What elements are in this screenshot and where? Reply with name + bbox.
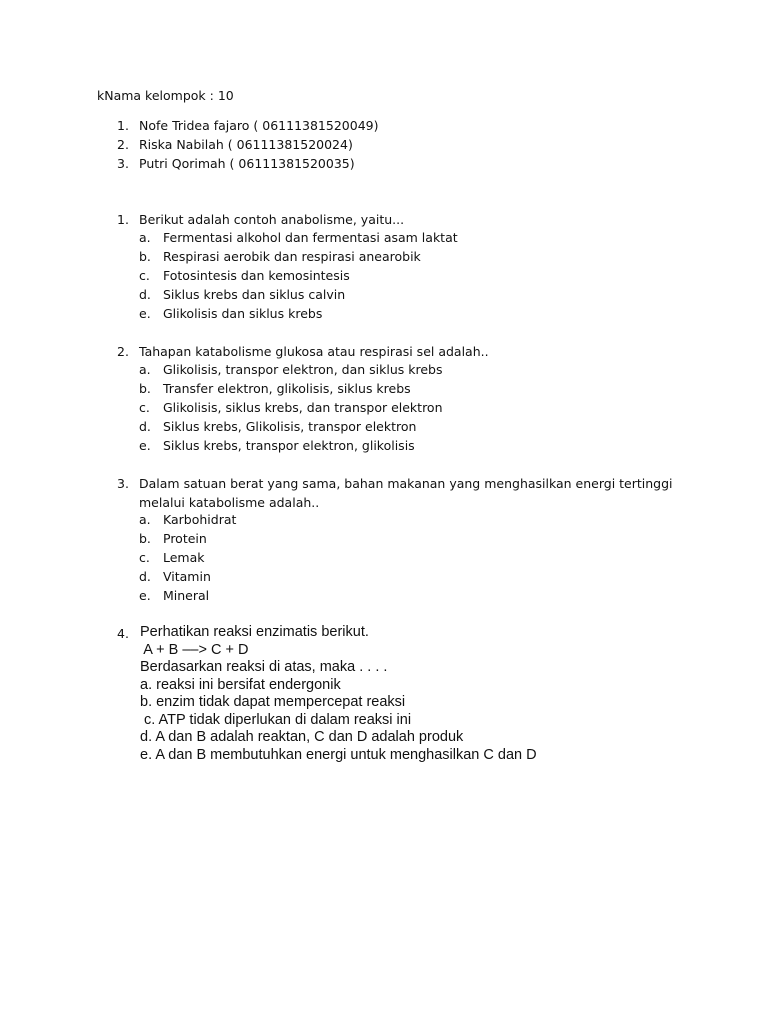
option-letter: d.	[139, 569, 151, 584]
option-letter: c.	[139, 267, 150, 283]
question-number: 4.	[117, 626, 129, 641]
option-item	[117, 419, 677, 438]
question-1	[117, 211, 677, 325]
option-letter: e.	[139, 305, 151, 321]
question-text: Perhatikan reaksi enzimatis berikut.	[140, 624, 369, 640]
question-number: 2.	[117, 344, 129, 359]
option-item	[117, 306, 677, 325]
option-text: Vitamin	[163, 569, 211, 584]
option-text: Glikolisis, siklus krebs, dan transpor elektron	[163, 399, 443, 415]
question-text: Dalam satuan berat yang sama, bahan makanan yang menghasilkan energi tertinggi melalui katabolisme adalah..	[139, 476, 673, 510]
option-item	[117, 381, 677, 400]
option-text: Glikolisis dan siklus krebs	[163, 305, 323, 321]
option-item: c. ATP tidak diperlukan di dalam reaksi ini	[140, 711, 412, 728]
option-letter: d.	[139, 286, 151, 302]
option-letter: b.	[139, 531, 151, 546]
option-item	[117, 550, 677, 569]
option-item	[117, 588, 677, 607]
member-name: Nofe Tridea fajaro ( 06111381520049)	[139, 118, 379, 133]
option-item	[117, 438, 677, 457]
option-letter: a.	[139, 361, 151, 377]
option-letter: e.	[139, 437, 151, 453]
option-letter: a.	[139, 229, 151, 245]
option-item	[117, 531, 677, 550]
option-item	[117, 362, 677, 381]
option-text: Siklus krebs dan siklus calvin	[163, 286, 346, 302]
option-letter: d.	[139, 418, 151, 434]
question-number: 1.	[117, 212, 129, 227]
question-4-body	[140, 624, 537, 764]
option-item	[117, 512, 677, 531]
question-text: Tahapan katabolisme glukosa atau respirasi sel adalah..	[139, 344, 489, 359]
option-item	[117, 400, 677, 419]
option-text: Fotosintesis dan kemosintesis	[163, 267, 350, 283]
group-title: kNama kelompok : 10	[97, 88, 234, 103]
option-item	[117, 249, 677, 268]
member-name: Riska Nabilah ( 06111381520024)	[139, 137, 353, 152]
option-text: Respirasi aerobik dan respirasi anearobik	[163, 248, 421, 264]
question-2	[117, 343, 677, 457]
member-number: 2.	[117, 137, 129, 152]
option-item: a. reaksi ini bersifat endergonik	[140, 676, 341, 693]
option-text: Glikolisis, transpor elektron, dan siklus krebs	[163, 361, 443, 377]
option-text: Fermentasi alkohol dan fermentasi asam laktat	[163, 229, 458, 245]
reaction-equation: A + B ––> C + D	[140, 641, 249, 658]
option-letter: e.	[139, 588, 151, 603]
option-letter: b.	[139, 380, 151, 396]
option-item: b. enzim tidak dapat mempercepat reaksi	[140, 694, 406, 710]
option-letter: b.	[139, 248, 151, 264]
option-text: Mineral	[163, 588, 210, 603]
option-item: e. A dan B membutuhkan energi untuk menghasilkan C dan D	[140, 746, 537, 763]
option-text: Siklus krebs, transpor elektron, glikolisis	[163, 437, 415, 453]
option-letter: a.	[139, 512, 151, 527]
member-name: Putri Qorimah ( 06111381520035)	[139, 156, 355, 171]
member-number: 1.	[117, 118, 129, 133]
question-text: Berikut adalah contoh anabolisme, yaitu...	[139, 212, 405, 227]
option-item: d. A dan B adalah reaktan, C dan D adalah produk	[140, 729, 464, 745]
option-item	[117, 268, 677, 287]
option-text: Lemak	[163, 550, 205, 565]
question-number: 3.	[117, 476, 129, 491]
question-prompt: Berdasarkan reaksi di atas, maka . . . .	[140, 659, 388, 675]
member-number: 3.	[117, 156, 129, 171]
option-item	[117, 569, 677, 588]
option-item	[117, 287, 677, 306]
option-item	[117, 230, 677, 249]
option-text: Protein	[163, 531, 207, 546]
option-text: Karbohidrat	[163, 512, 237, 527]
option-letter: c.	[139, 399, 150, 415]
option-text: Siklus krebs, Glikolisis, transpor elektron	[163, 418, 417, 434]
question-3	[117, 475, 677, 607]
option-text: Transfer elektron, glikolisis, siklus krebs	[163, 380, 411, 396]
option-letter: c.	[139, 550, 150, 565]
